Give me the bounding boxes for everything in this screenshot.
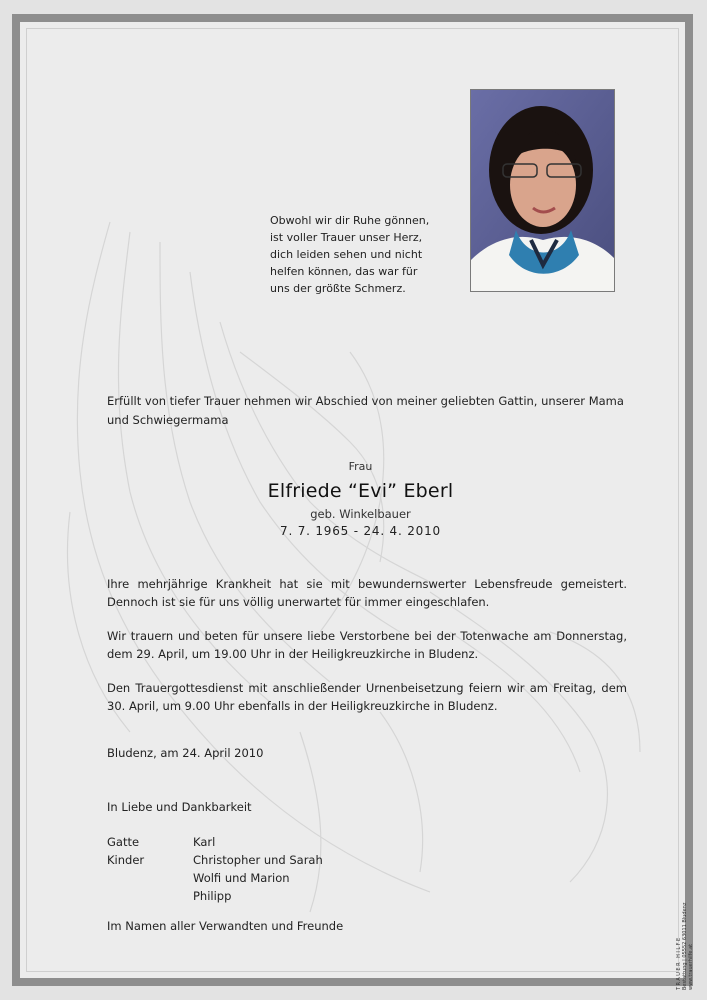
deceased-name: Elfriede “Evi” Eberl xyxy=(267,480,454,502)
imprint-line: Bestattung | 05552 63011 Bludenz xyxy=(682,902,688,990)
family-role xyxy=(107,869,193,887)
paragraph-illness: Ihre mehrjährige Krankheit hat sie mit bewundernswerter Lebensfreude gemeistert. Dennoch ist sie für uns völlig unerwartet für immer eingeschlafen. xyxy=(107,577,627,609)
deceased-title: Frau xyxy=(348,460,373,473)
life-dates: 7. 7. 1965 - 24. 4. 2010 xyxy=(280,524,441,538)
family-list xyxy=(107,833,323,905)
family-row xyxy=(107,887,323,905)
signoff-line: Im Namen aller Verwandten und Freunde xyxy=(107,919,344,933)
place-date: Bludenz, am 24. April 2010 xyxy=(107,746,264,760)
paragraph-wake: Wir trauern und beten für unsere liebe Verstorbene bei der Totenwache am Donnerstag, dem 29. April, um 19.00 Uhr in der Heiligkreuzkirche in Bludenz. xyxy=(107,629,627,661)
paragraph-service: Den Trauergottesdienst mit anschließender Urnenbeisetzung feiern wir am Freitag, dem 30. April, um 9.00 Uhr ebenfalls in der Heiligkreuzkirche in Bludenz. xyxy=(107,681,627,713)
praying-hands-illustration xyxy=(50,212,650,932)
portrait-photo xyxy=(470,89,615,292)
family-names: Christopher und Sarah xyxy=(193,853,323,867)
poem-line: ist voller Trauer unser Herz, xyxy=(270,231,423,244)
family-row xyxy=(107,851,323,869)
imprint-line: www.trauerhilfe.at xyxy=(688,943,694,990)
poem-line: helfen können, das war für xyxy=(270,265,418,278)
portrait-image xyxy=(471,90,614,291)
family-names: Karl xyxy=(193,835,216,849)
imprint-text xyxy=(676,890,694,990)
intro-text: Erfüllt von tiefer Trauer nehmen wir Abschied von meiner geliebten Gattin, unserer Mama und Schwiegermama xyxy=(107,394,624,427)
imprint-line: TRAUER HILFE xyxy=(676,936,682,990)
family-names: Philipp xyxy=(193,889,232,903)
poem-line: Obwohl wir dir Ruhe gönnen, xyxy=(270,214,430,227)
family-names: Wolfi und Marion xyxy=(193,871,290,885)
family-row xyxy=(107,833,323,851)
birth-name: geb. Winkelbauer xyxy=(310,507,411,521)
closing-line: In Liebe und Dankbarkeit xyxy=(107,800,252,814)
poem-line: uns der größte Schmerz. xyxy=(270,282,406,295)
poem-line: dich leiden sehen und nicht xyxy=(270,248,423,261)
imprint xyxy=(670,890,700,990)
family-row xyxy=(107,869,323,887)
obituary-frame xyxy=(12,14,694,990)
family-role xyxy=(107,887,193,905)
family-role: Gatte xyxy=(107,835,140,849)
poem xyxy=(270,212,460,297)
family-role: Kinder xyxy=(107,853,145,867)
